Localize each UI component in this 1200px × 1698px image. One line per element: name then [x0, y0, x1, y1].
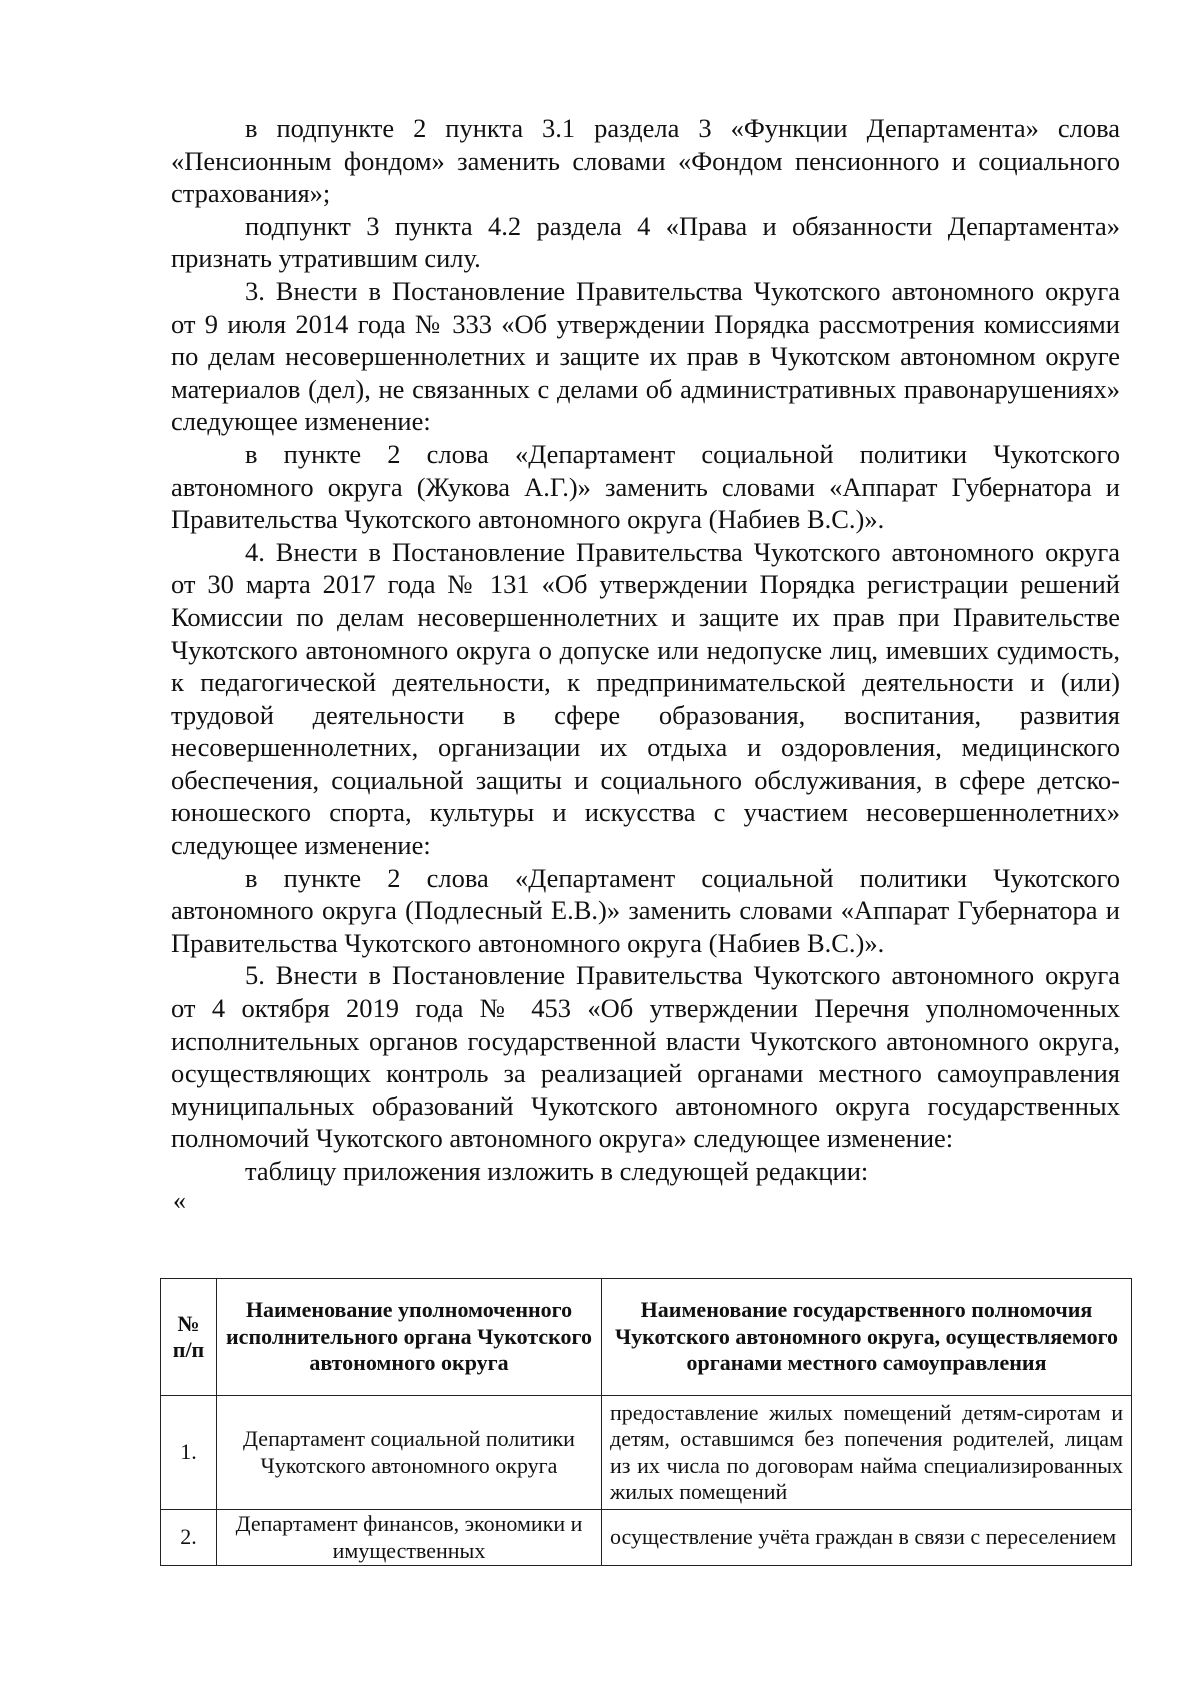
paragraph: в пункте 2 слова «Департамент социальной политики Чукотского автономного округа (Подлесный Е.В.)» заменить словами «Аппарат Губернатора и Правительства Чукотского автономного округа (Набиев В.С.)».	[171, 862, 1120, 958]
paragraph: подпункт 3 пункта 4.2 раздела 4 «Права и обязанности Департамента» признать утратившим силу.	[171, 210, 1120, 274]
row-org: Департамент финансов, экономики и имущественных	[217, 1510, 602, 1566]
appendix-table	[160, 1278, 1132, 1566]
row-org: Департамент социальной политики Чукотского автономного округа	[217, 1396, 602, 1510]
opening-quote-mark: «	[173, 1185, 186, 1215]
header-num: № п/п	[161, 1279, 217, 1396]
header-org: Наименование уполномоченного исполнительного органа Чукотского автономного округа	[217, 1279, 602, 1396]
header-power: Наименование государственного полномочия Чукотского автономного округа, осуществляемого органами местного самоуправления	[602, 1279, 1132, 1396]
row-power: осуществление учёта граждан в связи с переселением	[602, 1510, 1132, 1566]
table-row	[161, 1396, 1132, 1510]
paragraph: 5. Внести в Постановление Правительства Чукотского автономного округа от 4 октября 2019 года № 453 «Об утверждении Перечня уполномоченных исполнительных органов государственной власти Чукотского автономного округа, осуществляющих контроль за реализацией органами местного самоуправления муниципальных образований Чукотского автономного округа государственных полномочий Чукотского автономного округа» следующее изменение:	[171, 960, 1120, 1154]
table-header-row	[161, 1279, 1132, 1396]
paragraph: таблицу приложения изложить в следующей редакции:	[245, 1156, 869, 1186]
row-power: предоставление жилых помещений детям-сиротам и детям, оставшимся без попечения родителей, лицам из их числа по договорам найма специализированных жилых помещений	[602, 1396, 1132, 1510]
row-num: 1.	[161, 1396, 217, 1510]
paragraph: 3. Внести в Постановление Правительства Чукотского автономного округа от 9 июля 2014 года № 333 «Об утверждении Порядка рассмотрения комиссиями по делам несовершеннолетних и защите их прав в Чукотском автономном округе материалов (дел), не связанных с делами об административных правонарушениях» следующее изменение:	[171, 275, 1120, 437]
table-row	[161, 1510, 1132, 1566]
paragraph: 4. Внести в Постановление Правительства Чукотского автономного округа от 30 марта 2017 года № 131 «Об утверждении Порядка регистрации решений Комиссии по делам несовершеннолетних и защите их прав при Правительстве Чукотского автономного округа о допуске или недопуске лиц, имевших судимость, к педагогической деятельности, к предпринимательской деятельности и (или) трудовой деятельности в сфере образования, воспитания, развития несовершеннолетних, организации их отдыха и оздоровления, медицинского обеспечения, социальной защиты и социального обслуживания, в сфере детско-юношеского спорта, культуры и искусства с участием несовершеннолетних» следующее изменение:	[171, 536, 1120, 861]
paragraph: в пункте 2 слова «Департамент социальной политики Чукотского автономного округа (Жукова А.Г.)» заменить словами «Аппарат Губернатора и Правительства Чукотского автономного округа (Набиев В.С.)».	[171, 438, 1120, 535]
row-num: 2.	[161, 1510, 217, 1566]
paragraph: в подпункте 2 пункта 3.1 раздела 3 «Функции Департамента» слова «Пенсионным фондом» заменить словами «Фондом пенсионного и социального страхования»;	[171, 113, 1120, 209]
document-body	[171, 112, 1120, 1215]
